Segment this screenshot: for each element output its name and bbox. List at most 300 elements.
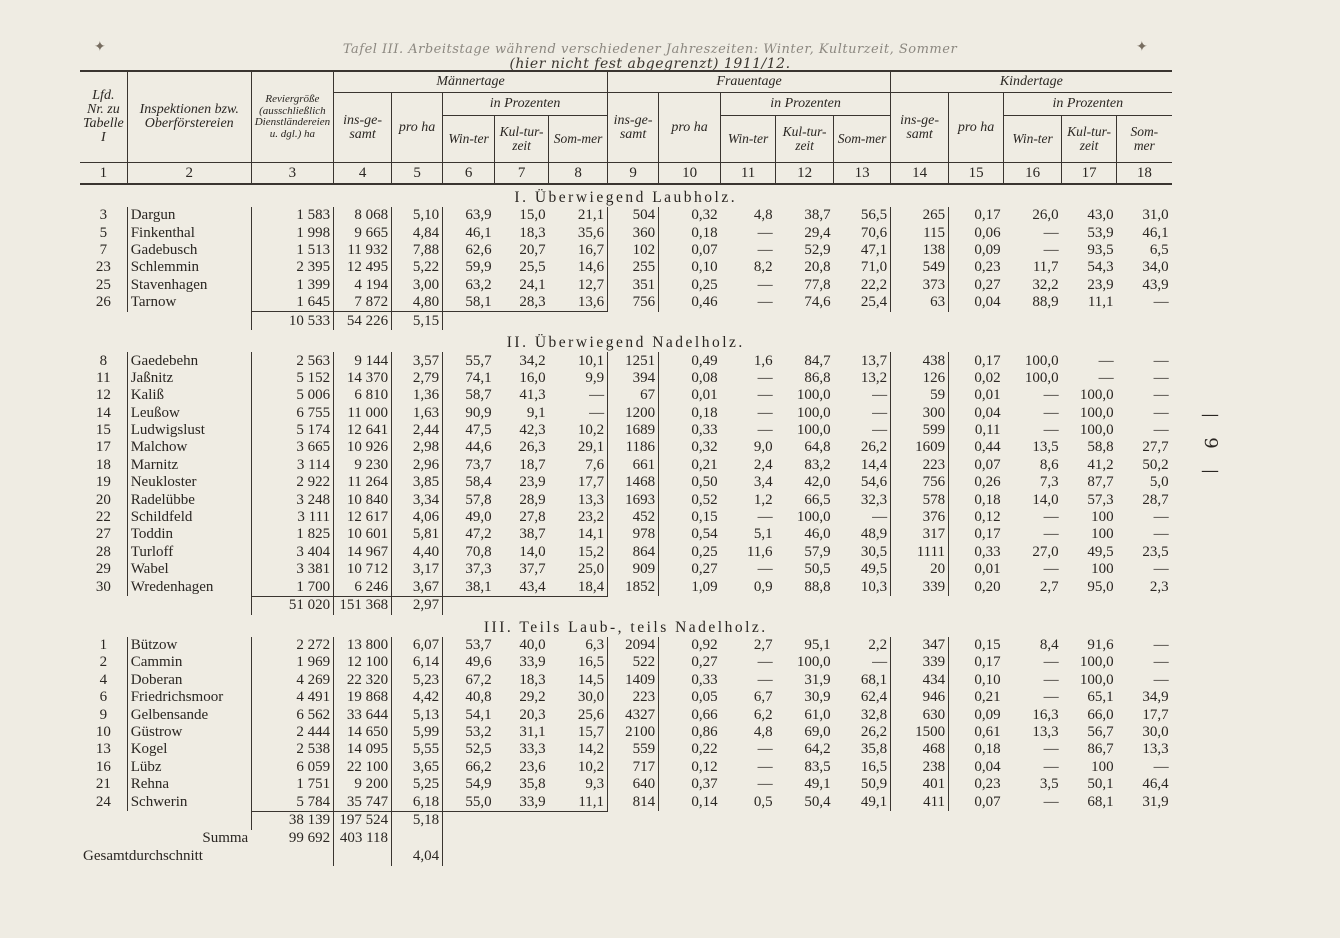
table-cell: 2100 bbox=[608, 724, 659, 741]
section-sum-row bbox=[80, 596, 1172, 615]
table-cell: 12 641 bbox=[334, 422, 392, 439]
table-cell: 27 bbox=[95, 526, 111, 543]
table-cell: 37,7 bbox=[519, 561, 546, 578]
table-cell: 0,01 bbox=[659, 387, 721, 404]
table-row bbox=[80, 224, 1172, 241]
table-cell: — bbox=[1153, 671, 1169, 688]
table-cell: 909 bbox=[608, 561, 659, 578]
table-cell: — bbox=[1153, 561, 1169, 578]
table-cell: 38,7 bbox=[519, 526, 546, 543]
table-cell: 18,3 bbox=[519, 671, 546, 688]
table-cell: 5,25 bbox=[392, 776, 443, 793]
table-cell: 95,0 bbox=[1087, 578, 1114, 595]
table-cell: 3 111 bbox=[251, 509, 333, 526]
oberfoersterei-name: Schlemmin bbox=[127, 259, 251, 276]
oberfoersterei-name: Schwerin bbox=[127, 793, 251, 811]
table-cell: 54,6 bbox=[860, 474, 888, 491]
table-cell: 63,9 bbox=[443, 207, 495, 224]
table-cell: — bbox=[1153, 509, 1169, 526]
empty-cell bbox=[392, 830, 443, 848]
table-cell: 946 bbox=[891, 689, 949, 706]
table-cell: 42,0 bbox=[804, 474, 831, 491]
table-body bbox=[80, 184, 1172, 866]
table-cell: 0,32 bbox=[659, 207, 721, 224]
header-m-kulturzeit: Kul-tur-zeit bbox=[495, 116, 549, 163]
oberfoersterei-name: Bützow bbox=[127, 637, 251, 654]
table-cell: 0,27 bbox=[949, 277, 1004, 294]
table-cell: 4 194 bbox=[334, 277, 392, 294]
table-cell: 7,3 bbox=[1039, 474, 1059, 491]
table-cell: 549 bbox=[891, 259, 949, 276]
header-f-sommer: Som-mer bbox=[834, 116, 891, 163]
table-cell: 12,7 bbox=[577, 276, 605, 293]
empty-cell bbox=[549, 596, 608, 615]
table-cell: — bbox=[757, 561, 773, 578]
table-cell: 100,0 bbox=[796, 654, 831, 671]
table-cell: 100,0 bbox=[796, 387, 831, 404]
table-cell: — bbox=[1043, 422, 1059, 439]
table-cell: — bbox=[757, 404, 773, 421]
section-sum-row bbox=[80, 811, 1172, 830]
table-cell: 1,36 bbox=[392, 387, 443, 404]
table-cell: 0,05 bbox=[659, 689, 721, 706]
header-m-sommer: Som-mer bbox=[549, 116, 608, 163]
table-cell: — bbox=[757, 758, 773, 775]
table-cell: — bbox=[757, 241, 773, 258]
table-cell: — bbox=[1043, 561, 1059, 578]
table-cell: 32,2 bbox=[1032, 276, 1059, 293]
table-cell: 16,5 bbox=[577, 654, 605, 671]
table-cell: — bbox=[757, 224, 773, 241]
empty-cell bbox=[834, 848, 891, 866]
table-cell: 91,6 bbox=[1087, 637, 1114, 653]
header-f-winter: Win-ter bbox=[721, 116, 776, 163]
table-cell: 300 bbox=[891, 405, 949, 422]
empty-cell bbox=[1004, 312, 1062, 331]
table-cell: 10 601 bbox=[334, 526, 392, 543]
table-cell: 9,1 bbox=[526, 404, 546, 421]
table-cell: 84,7 bbox=[804, 352, 831, 369]
table-cell: 26,2 bbox=[860, 439, 888, 456]
table-cell: 3 381 bbox=[251, 561, 333, 578]
table-cell: 22 bbox=[95, 509, 111, 526]
table-cell: 17,7 bbox=[1142, 706, 1169, 723]
table-cell: 11,1 bbox=[1087, 294, 1114, 311]
table-cell: 30,0 bbox=[577, 689, 605, 706]
empty-cell bbox=[608, 811, 659, 830]
table-cell: 12 100 bbox=[334, 654, 392, 671]
table-cell: — bbox=[1153, 526, 1169, 543]
table-cell: 5 bbox=[99, 224, 108, 241]
table-cell: 376 bbox=[891, 509, 949, 526]
table-cell: 0,33 bbox=[659, 422, 721, 439]
table-cell: 3,67 bbox=[392, 578, 443, 596]
header-frauentage: Frauentage bbox=[608, 71, 891, 93]
table-cell: — bbox=[1043, 404, 1059, 421]
table-cell: 1,6 bbox=[753, 352, 773, 369]
empty-cell bbox=[721, 830, 776, 848]
empty-cell bbox=[721, 811, 776, 830]
table-cell: 44,6 bbox=[443, 439, 495, 456]
table-cell: 6 bbox=[99, 689, 108, 706]
table-cell: 1 700 bbox=[251, 578, 333, 596]
table-cell: 0,04 bbox=[949, 405, 1004, 422]
table-cell: 26,2 bbox=[860, 723, 888, 740]
table-cell: 4,8 bbox=[753, 207, 773, 224]
table-cell: — bbox=[1043, 671, 1059, 688]
table-cell: 438 bbox=[891, 352, 949, 369]
table-cell: 1,2 bbox=[753, 491, 773, 508]
table-row bbox=[80, 294, 1172, 312]
summa-label: Summa bbox=[202, 830, 249, 847]
table-cell: 69,0 bbox=[804, 723, 831, 740]
table-cell: 15,0 bbox=[519, 207, 546, 224]
table-cell: 10 bbox=[95, 723, 111, 740]
table-cell: 66,0 bbox=[1087, 706, 1114, 723]
table-row bbox=[80, 491, 1172, 508]
table-cell: 49,0 bbox=[443, 509, 495, 526]
table-cell: 1186 bbox=[608, 439, 659, 456]
table-cell: 1409 bbox=[608, 672, 659, 689]
table-cell: 33 644 bbox=[334, 706, 392, 723]
table-cell: 717 bbox=[608, 759, 659, 776]
table-cell: 3 248 bbox=[251, 491, 333, 508]
table-cell: 7,88 bbox=[392, 242, 443, 259]
table-cell: 0,20 bbox=[949, 578, 1004, 596]
empty-cell bbox=[834, 596, 891, 615]
table-cell: 83,2 bbox=[804, 456, 831, 473]
table-cell: 4,06 bbox=[392, 509, 443, 526]
empty-cell bbox=[1062, 811, 1117, 830]
table-cell: 31,1 bbox=[519, 723, 546, 740]
table-cell: 74,6 bbox=[804, 294, 831, 311]
table-cell: 23,9 bbox=[1087, 276, 1114, 293]
table-cell: 0,92 bbox=[659, 637, 721, 654]
table-cell: 21 bbox=[95, 776, 111, 793]
table-cell: 100,0 bbox=[1024, 369, 1059, 386]
oberfoersterei-name: Wredenhagen bbox=[127, 578, 251, 596]
table-cell: 3 bbox=[99, 207, 108, 224]
table-cell: 57,3 bbox=[1087, 491, 1114, 508]
empty-cell bbox=[1004, 596, 1062, 615]
oberfoersterei-name: Schildfeld bbox=[127, 509, 251, 526]
table-cell: 41,2 bbox=[1087, 456, 1114, 473]
table-cell: 468 bbox=[891, 741, 949, 758]
table-cell: 2,2 bbox=[868, 637, 888, 653]
table-cell: 16,0 bbox=[519, 369, 546, 386]
table-cell: — bbox=[757, 509, 773, 526]
table-cell: 100,0 bbox=[1079, 422, 1114, 439]
table-cell: 14,5 bbox=[577, 671, 605, 688]
table-cell: 3,57 bbox=[392, 352, 443, 369]
table-cell: 20 bbox=[95, 491, 111, 508]
table-cell: 9 bbox=[99, 706, 108, 723]
table-cell: 6,2 bbox=[753, 706, 773, 723]
table-cell: 814 bbox=[608, 793, 659, 811]
table-cell: 55,0 bbox=[443, 793, 495, 811]
oberfoersterei-name: Cammin bbox=[127, 654, 251, 671]
section-sum-row bbox=[80, 312, 1172, 331]
empty-cell bbox=[1062, 312, 1117, 331]
empty-cell bbox=[659, 830, 721, 848]
table-cell: 28,9 bbox=[519, 491, 546, 508]
table-cell: 1200 bbox=[608, 405, 659, 422]
table-cell: 54,9 bbox=[443, 776, 495, 793]
table-cell: 11,7 bbox=[1032, 259, 1059, 276]
table-cell: 15,7 bbox=[577, 723, 605, 740]
table-cell: 14 bbox=[95, 404, 111, 421]
oberfoersterei-name: Kogel bbox=[127, 741, 251, 758]
table-cell: 68,1 bbox=[860, 671, 888, 688]
table-row bbox=[80, 370, 1172, 387]
table-cell: 3,5 bbox=[1039, 776, 1059, 793]
table-cell: 1,09 bbox=[659, 578, 721, 596]
table-cell: 599 bbox=[891, 422, 949, 439]
table-cell: 11 932 bbox=[334, 242, 392, 259]
table-cell: 373 bbox=[891, 277, 949, 294]
table-cell: 0,54 bbox=[659, 526, 721, 543]
table-cell: — bbox=[872, 654, 888, 671]
table-cell: 317 bbox=[891, 526, 949, 543]
table-cell: 33,9 bbox=[519, 654, 546, 671]
table-cell: 18 bbox=[95, 456, 111, 473]
table-cell: 31,9 bbox=[1142, 793, 1169, 810]
table-cell: 0,17 bbox=[949, 654, 1004, 671]
table-cell: 6,07 bbox=[392, 637, 443, 654]
empty-cell bbox=[949, 596, 1004, 615]
table-cell: 2 395 bbox=[251, 259, 333, 276]
oberfoersterei-name: Stavenhagen bbox=[127, 277, 251, 294]
table-cell: 13,3 bbox=[1032, 723, 1059, 740]
table-cell: 0,27 bbox=[659, 654, 721, 671]
header-f-pro-ha: pro ha bbox=[659, 93, 721, 163]
table-cell: 100,0 bbox=[1079, 654, 1114, 671]
page-number: 9 bbox=[1200, 437, 1221, 449]
pin-mark-left: ✦ bbox=[94, 39, 106, 55]
section-sum-cell: 5,18 bbox=[392, 811, 443, 830]
table-cell: — bbox=[757, 741, 773, 758]
oberfoersterei-name: Gadebusch bbox=[127, 242, 251, 259]
table-cell: 12 617 bbox=[334, 509, 392, 526]
header-f-insgesamt: ins-ge-samt bbox=[608, 93, 659, 163]
empty-cell bbox=[1004, 811, 1062, 830]
table-cell: 29 bbox=[95, 561, 111, 578]
table-cell: — bbox=[872, 387, 888, 404]
empty-cell bbox=[1117, 312, 1172, 331]
table-cell: — bbox=[589, 387, 605, 404]
table-cell: 26,3 bbox=[519, 439, 546, 456]
table-cell: 5,81 bbox=[392, 526, 443, 543]
table-cell: 4327 bbox=[608, 706, 659, 723]
table-cell: 265 bbox=[891, 207, 949, 224]
section-heading-row bbox=[80, 330, 1172, 352]
table-cell: 3,00 bbox=[392, 277, 443, 294]
column-number: 10 bbox=[659, 163, 721, 185]
table-cell: 54,1 bbox=[443, 706, 495, 723]
table-cell: 37,3 bbox=[443, 561, 495, 578]
table-cell: 53,9 bbox=[1087, 224, 1114, 241]
table-cell: 351 bbox=[608, 277, 659, 294]
table-cell: 0,07 bbox=[949, 457, 1004, 474]
table-cell: 504 bbox=[608, 207, 659, 224]
table-cell: 68,1 bbox=[1087, 793, 1114, 810]
empty-cell bbox=[495, 312, 549, 331]
table-cell: 4,80 bbox=[392, 294, 443, 312]
header-k-winter: Win-ter bbox=[1004, 116, 1062, 163]
table-cell: 42,3 bbox=[519, 422, 546, 439]
table-cell: 20 bbox=[891, 561, 949, 578]
table-cell: 0,32 bbox=[659, 439, 721, 456]
empty-cell bbox=[891, 830, 949, 848]
table-cell: 640 bbox=[608, 776, 659, 793]
empty-cell bbox=[443, 848, 495, 866]
table-cell: 8,6 bbox=[1039, 456, 1059, 473]
table-cell: — bbox=[757, 387, 773, 404]
table-cell: 20,3 bbox=[519, 706, 546, 723]
header-m-winter: Win-ter bbox=[443, 116, 495, 163]
table-cell: — bbox=[872, 422, 888, 439]
table-cell: 5,55 bbox=[392, 741, 443, 758]
empty-cell bbox=[1117, 596, 1172, 615]
table-cell: 15,2 bbox=[577, 543, 605, 560]
table-cell: 4,84 bbox=[392, 224, 443, 241]
table-cell: 9,0 bbox=[753, 439, 773, 456]
table-cell: 339 bbox=[891, 654, 949, 671]
table-cell: 1 645 bbox=[251, 294, 333, 312]
column-number: 15 bbox=[949, 163, 1004, 185]
data-table bbox=[80, 70, 1172, 866]
table-cell: 401 bbox=[891, 776, 949, 793]
column-number: 5 bbox=[392, 163, 443, 185]
table-cell: 23,9 bbox=[519, 474, 546, 491]
table-cell: 115 bbox=[891, 224, 949, 241]
table-cell: 11 000 bbox=[334, 405, 392, 422]
oberfoersterei-name: Wabel bbox=[127, 561, 251, 578]
table-cell: 1 513 bbox=[251, 242, 333, 259]
table-cell: 14 095 bbox=[334, 741, 392, 758]
table-cell: 86,8 bbox=[804, 369, 831, 386]
table-row bbox=[80, 474, 1172, 491]
empty-cell bbox=[891, 848, 949, 866]
table-cell: 30,0 bbox=[1142, 723, 1169, 740]
table-cell: 0,17 bbox=[949, 352, 1004, 369]
table-cell: 19 bbox=[95, 474, 111, 491]
table-cell: 3,65 bbox=[392, 759, 443, 776]
table-cell: 434 bbox=[891, 672, 949, 689]
table-cell: 2 563 bbox=[251, 352, 333, 369]
table-cell: 31,9 bbox=[804, 671, 831, 688]
empty-cell bbox=[495, 830, 549, 848]
table-cell: 0,50 bbox=[659, 474, 721, 491]
empty-cell bbox=[1062, 830, 1117, 848]
table-cell: 100,0 bbox=[796, 422, 831, 439]
table-cell: 14,0 bbox=[1032, 491, 1059, 508]
table-row bbox=[80, 207, 1172, 224]
table-cell: 223 bbox=[891, 457, 949, 474]
empty-cell bbox=[495, 848, 549, 866]
column-number: 17 bbox=[1062, 163, 1117, 185]
table-cell: 95,1 bbox=[804, 637, 831, 653]
table-cell: 23,2 bbox=[577, 509, 605, 526]
table-cell: 1852 bbox=[608, 578, 659, 596]
table-cell: 88,9 bbox=[1032, 294, 1059, 311]
table-cell: 49,5 bbox=[860, 561, 888, 578]
table-cell: 34,9 bbox=[1142, 689, 1169, 706]
table-cell: — bbox=[1153, 294, 1169, 311]
table-row bbox=[80, 526, 1172, 543]
table-cell: 67,2 bbox=[443, 672, 495, 689]
table-cell: — bbox=[1043, 654, 1059, 671]
table-cell: 66,2 bbox=[443, 759, 495, 776]
table-cell: 5,22 bbox=[392, 259, 443, 276]
table-cell: 2,44 bbox=[392, 422, 443, 439]
empty-cell bbox=[495, 811, 549, 830]
table-cell: 58,8 bbox=[1087, 439, 1114, 456]
table-cell: 16,5 bbox=[860, 758, 888, 775]
table-cell: 74,1 bbox=[443, 370, 495, 387]
table-cell: 10 712 bbox=[334, 561, 392, 578]
table-row bbox=[80, 706, 1172, 723]
table-cell: 77,8 bbox=[804, 276, 831, 293]
header-f-prozent: in Prozenten bbox=[721, 93, 891, 116]
empty-cell bbox=[776, 811, 834, 830]
table-cell: 2 922 bbox=[251, 474, 333, 491]
table-header bbox=[80, 71, 1172, 184]
table-cell: 6,14 bbox=[392, 654, 443, 671]
table-cell: 26 bbox=[95, 294, 111, 311]
table-cell: 0,10 bbox=[949, 672, 1004, 689]
column-number: 8 bbox=[549, 163, 608, 185]
empty-cell bbox=[834, 830, 891, 848]
table-cell: 14,4 bbox=[860, 456, 888, 473]
header-k-insgesamt: ins-ge-samt bbox=[891, 93, 949, 163]
table-cell: 0,33 bbox=[659, 672, 721, 689]
table-row bbox=[80, 689, 1172, 706]
table-cell: 14,0 bbox=[519, 543, 546, 560]
table-cell: 0,02 bbox=[949, 370, 1004, 387]
empty-cell bbox=[443, 830, 495, 848]
table-cell: 1 399 bbox=[251, 277, 333, 294]
table-cell: 13,6 bbox=[577, 294, 605, 311]
header-revier: Reviergröße (ausschließlich Dienstländereien u. dgl.) ha bbox=[251, 71, 333, 163]
table-row bbox=[80, 422, 1172, 439]
table-cell: 0,66 bbox=[659, 706, 721, 723]
section-sum-cell: 54 226 bbox=[334, 312, 392, 331]
table-cell: 25,0 bbox=[577, 561, 605, 578]
table-cell: 38,1 bbox=[443, 578, 495, 596]
table-cell: 31,0 bbox=[1142, 207, 1169, 224]
empty-cell bbox=[659, 848, 721, 866]
empty-cell bbox=[608, 596, 659, 615]
table-cell: 1693 bbox=[608, 491, 659, 508]
summa-revier: 99 692 bbox=[288, 830, 331, 847]
table-cell: 14,1 bbox=[577, 526, 605, 543]
table-cell: 452 bbox=[608, 509, 659, 526]
table-cell: — bbox=[757, 654, 773, 671]
table-cell: 83,5 bbox=[804, 758, 831, 775]
table-cell: 23,5 bbox=[1142, 543, 1169, 560]
table-cell: 0,23 bbox=[949, 776, 1004, 793]
table-cell: 13,2 bbox=[860, 369, 888, 386]
table-cell: — bbox=[1153, 758, 1169, 775]
table-cell: 10,1 bbox=[577, 352, 605, 369]
table-row bbox=[80, 561, 1172, 578]
table-cell: 9 144 bbox=[334, 352, 392, 369]
empty-cell bbox=[834, 811, 891, 830]
empty-cell bbox=[127, 312, 251, 331]
table-cell: 3,85 bbox=[392, 474, 443, 491]
column-number: 14 bbox=[891, 163, 949, 185]
